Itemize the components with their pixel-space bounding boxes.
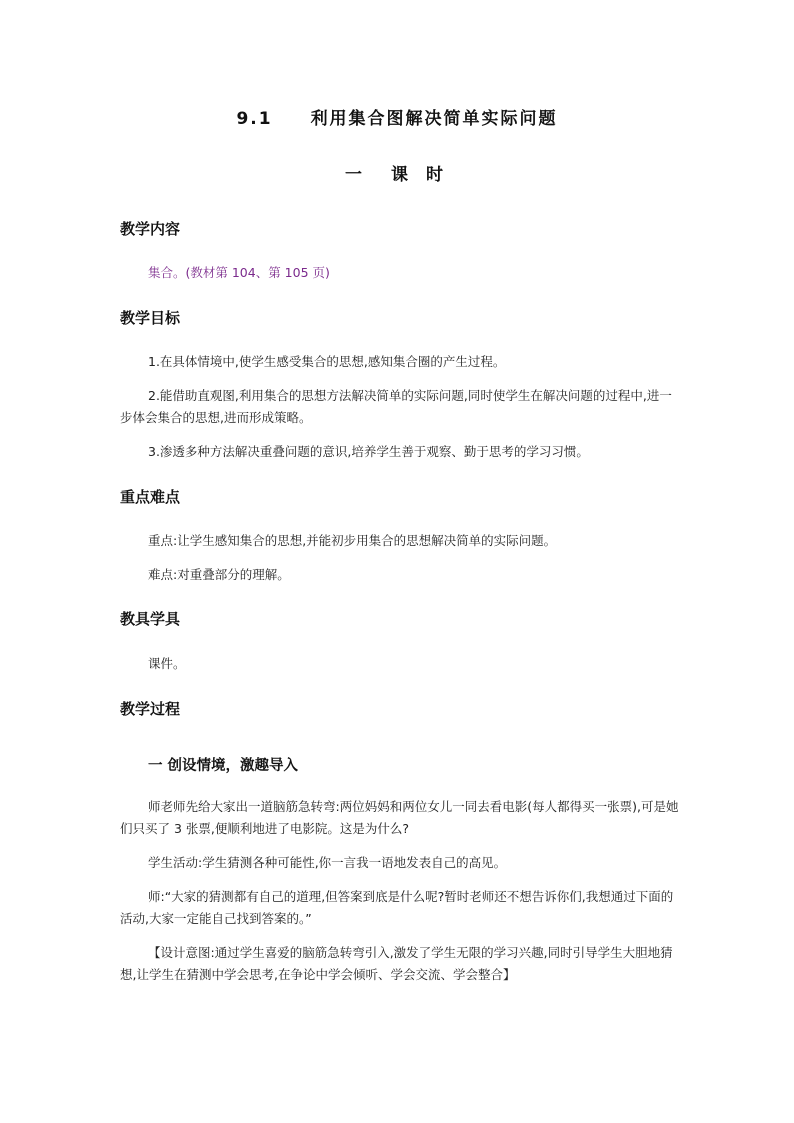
lesson-title: 利用集合图解决简单实际问题 [310,109,558,129]
step1-design-intent: 【设计意图:通过学生喜爱的脑筋急转弯引入,激发了学生无限的学习兴趣,同时引导学生大胆地猜想,让学生在猜测中学会思考,在争论中学会倾听、学会交流、学会整合】 [120,945,673,982]
key-focus: 重点:让学生感知集合的思想,并能初步用集合的思想解决简单的实际问题。 [148,533,557,548]
heading-tools: 教具学具 [120,610,181,628]
page-subtitle: 一 课 时 [345,165,449,185]
goal-item-2: 2.能借助直观图,利用集合的思想方法解决简单的实际问题,同时使学生在解决问题的过程中,进一步体会集合的思想,进而形成策略。 [120,388,672,425]
step1-paragraph-1: 师老师先给大家出一道脑筋急转弯:两位妈妈和两位女儿一同去看电影(每人都得买一张票),可是她们只买了 3 张票,便顺利地进了电影院。这是为什么? [120,799,679,836]
goal-item-3: 3.渗透多种方法解决重叠问题的意识,培养学生善于观察、勤于思考的学习习惯。 [148,444,589,459]
key-difficulty: 难点:对重叠部分的理解。 [148,567,290,582]
heading-goals: 教学目标 [120,309,181,327]
step1-paragraph-3: 师:“大家的猜测都有自己的道理,但答案到底是什么呢?暂时老师还不想告诉你们,我想通过下面的活动,大家一定能自己找到答案的。” [120,889,674,926]
step1-heading: 一 创设情境，激趣导入 [148,758,299,774]
tools-text: 课件。 [148,656,186,671]
heading-key-points: 重点难点 [120,488,181,506]
step1-paragraph-2: 学生活动:学生猜测各种可能性,你一言我一语地发表自己的高见。 [148,855,507,870]
goal-item-1: 1.在具体情境中,使学生感受集合的思想,感知集合圈的产生过程。 [148,354,506,369]
heading-process: 教学过程 [120,700,181,718]
heading-content: 教学内容 [120,220,181,238]
page-title [0,104,794,129]
content-text: 集合。(教材第 104、第 105 页) [148,265,330,280]
lesson-number: 9.1 [236,109,273,129]
